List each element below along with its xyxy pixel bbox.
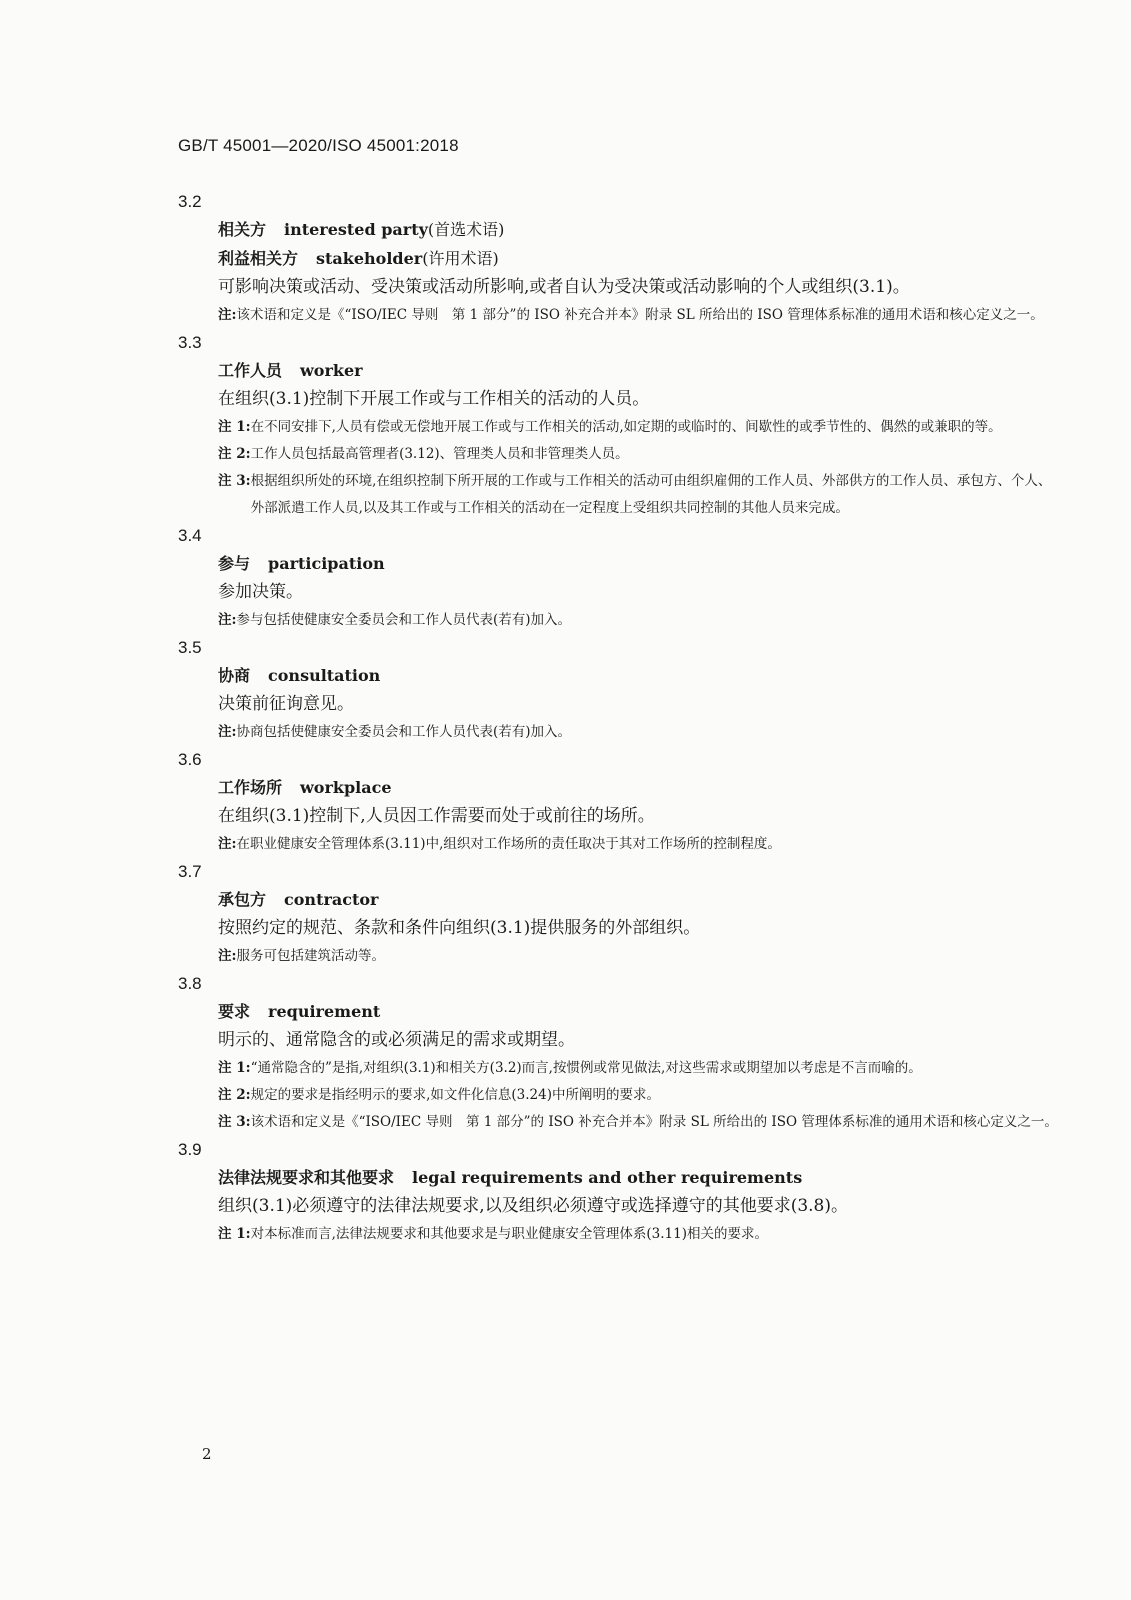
note-text: 工作人员包括最高管理者(3.12)、管理类人员和非管理类人员。: [250, 446, 629, 462]
note-label: 注 2:: [218, 446, 251, 462]
term-section: [178, 746, 1058, 858]
term-en: worker: [300, 361, 363, 380]
term-note: [218, 414, 1058, 441]
term-line: [218, 1163, 1058, 1192]
note-label: 注 2:: [218, 1087, 251, 1103]
term-definition: 可影响决策或活动、受决策或活动所影响,或者自认为受决策或活动影响的个人或组织(3.1)。: [218, 277, 910, 297]
term-zh: 法律法规要求和其他要求: [218, 1168, 395, 1187]
term-zh: 承包方: [218, 890, 267, 909]
note-text: 该术语和定义是《“ISO/IEC 导则 第 1 部分”的 ISO 补充合并本》附录 SL 所给出的 ISO 管理体系标准的通用术语和核心定义之一。: [250, 1114, 1058, 1130]
term-note: [218, 719, 1058, 746]
term-zh: 利益相关方: [218, 249, 299, 268]
section-number: 3.4: [178, 526, 202, 545]
note-text: 在不同安排下,人员有偿或无偿地开展工作或与工作相关的活动,如定期的或临时的、间歇性的或季节性的、偶然的或兼职的等。: [250, 419, 1002, 435]
term-note: [218, 943, 1058, 970]
term-line: [218, 356, 1058, 385]
note-text: 服务可包括建筑活动等。: [236, 948, 385, 964]
term-en: workplace: [300, 778, 392, 797]
term-definition: 明示的、通常隐含的或必须满足的需求或期望。: [218, 1030, 575, 1050]
note-label: 注:: [218, 836, 237, 852]
term-line: [218, 661, 1058, 690]
page-number: 2: [202, 1445, 212, 1463]
term-note: [218, 1109, 1058, 1136]
term-definition: 按照约定的规范、条款和条件向组织(3.1)提供服务的外部组织。: [218, 918, 701, 938]
term-en: interested party: [284, 220, 428, 239]
term-en: stakeholder: [316, 249, 423, 268]
note-label: 注:: [218, 724, 237, 740]
term-zh: 参与: [218, 554, 251, 573]
section-number: 3.5: [178, 638, 202, 657]
note-text: “通常隐含的”是指,对组织(3.1)和相关方(3.2)而言,按惯例或常见做法,对这些需求或期望加以考虑是不言而喻的。: [250, 1060, 922, 1076]
term-definition: 在组织(3.1)控制下开展工作或与工作相关的活动的人员。: [218, 389, 650, 409]
term-qualifier: (首选术语): [427, 220, 505, 239]
note-text: 协商包括使健康安全委员会和工作人员代表(若有)加入。: [236, 724, 572, 740]
section-number: 3.3: [178, 333, 202, 352]
section-number: 3.8: [178, 974, 202, 993]
term-zh: 工作人员: [218, 361, 283, 380]
term-zh: 相关方: [218, 220, 267, 239]
term-note: [218, 441, 1058, 468]
term-section: [178, 329, 1058, 522]
term-line: [218, 885, 1058, 914]
standard-header: GB/T 45001—2020/ISO 45001:2018: [178, 136, 459, 155]
term-en: participation: [268, 554, 385, 573]
note-text: 根据组织所处的环境,在组织控制下所开展的工作或与工作相关的活动可由组织雇佣的工作人员、外部供方的工作人员、承包方、个人、外部派遣工作人员,以及其工作或与工作相关的活动在一定程度上受组织共同控制的其他人员来完成。: [250, 473, 1052, 516]
term-en: requirement: [268, 1002, 381, 1021]
note-label: 注 1:: [218, 1060, 251, 1076]
term-definition: 组织(3.1)必须遵守的法律法规要求,以及组织必须遵守或选择遵守的其他要求(3.8)。: [218, 1196, 849, 1216]
term-definition: 参加决策。: [218, 582, 303, 602]
term-en: consultation: [268, 666, 381, 685]
section-number: 3.9: [178, 1140, 202, 1159]
term-en: legal requirements and other requirements: [412, 1168, 803, 1187]
term-en: contractor: [284, 890, 379, 909]
term-section: [178, 858, 1058, 970]
term-zh: 工作场所: [218, 778, 283, 797]
term-definition: 决策前征询意见。: [218, 694, 354, 714]
term-qualifier: (许用术语): [422, 249, 499, 268]
note-label: 注 3:: [218, 1114, 251, 1130]
terms-sections: [178, 188, 1058, 1248]
term-note: [218, 1082, 1058, 1109]
term-section: [178, 522, 1058, 634]
note-label: 注:: [218, 612, 237, 628]
term-definition: 在组织(3.1)控制下,人员因工作需要而处于或前往的场所。: [218, 806, 655, 826]
term-note: [218, 831, 1058, 858]
term-line: [218, 549, 1058, 578]
term-line: [218, 215, 1058, 244]
term-line: [218, 773, 1058, 802]
note-text: 参与包括使健康安全委员会和工作人员代表(若有)加入。: [236, 612, 572, 628]
note-label: 注 3:: [218, 473, 251, 489]
term-note: [218, 302, 1058, 329]
note-label: 注:: [218, 307, 237, 323]
term-line: [218, 244, 1058, 273]
term-section: [178, 1136, 1058, 1248]
section-number: 3.6: [178, 750, 202, 769]
section-number: 3.2: [178, 192, 202, 211]
note-label: 注 1:: [218, 419, 251, 435]
note-label: 注:: [218, 948, 237, 964]
term-section: [178, 634, 1058, 746]
note-text: 规定的要求是指经明示的要求,如文件化信息(3.24)中所阐明的要求。: [250, 1087, 660, 1103]
term-zh: 要求: [218, 1002, 251, 1021]
note-text: 在职业健康安全管理体系(3.11)中,组织对工作场所的责任取决于其对工作场所的控制程度。: [236, 836, 781, 852]
section-number: 3.7: [178, 862, 202, 881]
term-line: [218, 997, 1058, 1026]
note-text: 对本标准而言,法律法规要求和其他要求是与职业健康安全管理体系(3.11)相关的要求。: [250, 1226, 768, 1242]
term-note: [218, 468, 1058, 522]
term-section: [178, 188, 1058, 329]
note-text: 该术语和定义是《“ISO/IEC 导则 第 1 部分”的 ISO 补充合并本》附录 SL 所给出的 ISO 管理体系标准的通用术语和核心定义之一。: [236, 307, 1044, 323]
term-note: [218, 1055, 1058, 1082]
term-note: [218, 607, 1058, 634]
term-zh: 协商: [218, 666, 251, 685]
term-section: [178, 970, 1058, 1136]
note-label: 注 1:: [218, 1226, 251, 1242]
term-note: [218, 1221, 1058, 1248]
